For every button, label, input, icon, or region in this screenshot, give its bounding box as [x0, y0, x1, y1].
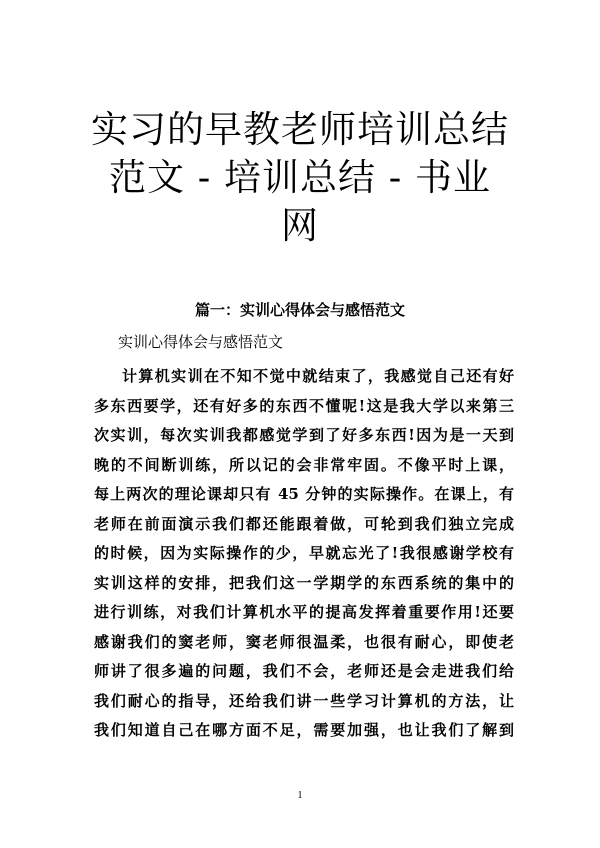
body-line: 进行训练，对我们计算机水平的提高发挥着重要作用!还要	[94, 603, 514, 621]
body-line: 感谢我们的窦老师，窦老师很温柔，也很有耐心，即使老	[94, 632, 514, 651]
body-line: 实训这样的安排，把我们这一学期学的东西系统的集中的	[94, 573, 514, 592]
section-subtitle: 实训心得体会与感悟范文	[118, 333, 284, 351]
body-paragraph	[94, 362, 514, 746]
body-line: 我们耐心的指导，还给我们讲一些学习计算机的方法，让	[94, 691, 514, 710]
body-line: 多东西要学，还有好多的东西不懂呢!这是我大学以来第三	[94, 396, 514, 415]
body-line: 每上两次的理论课却只有 45 分钟的实际操作。在课上，有	[94, 485, 514, 503]
body-line: 次实训，每次实训我都感觉学到了好多东西!因为是一天到	[94, 426, 514, 444]
body-line: 师讲了很多遍的问题，我们不会，老师还是会走进我们给	[94, 662, 514, 680]
section-heading: 篇一：实训心得体会与感悟范文	[194, 301, 405, 319]
body-line: 的时候，因为实际操作的少，早就忘光了!我很感谢学校有	[94, 544, 514, 562]
document-title: 实习的早教老师培训总结范文 - 培训总结 - 书业网	[91, 108, 509, 247]
body-line: 老师在前面演示我们都还能跟着做，可轮到我们独立完成	[94, 514, 514, 533]
body-line: 晚的不间断训练，所以记的会非常牢固。不像平时上课，	[94, 455, 514, 474]
page-number: 1	[297, 790, 303, 801]
body-line: 我们知道自己在哪方面不足，需要加强，也让我们了解到	[94, 721, 514, 739]
body-line: 计算机实训在不知不觉中就结束了，我感觉自己还有好	[122, 367, 514, 385]
